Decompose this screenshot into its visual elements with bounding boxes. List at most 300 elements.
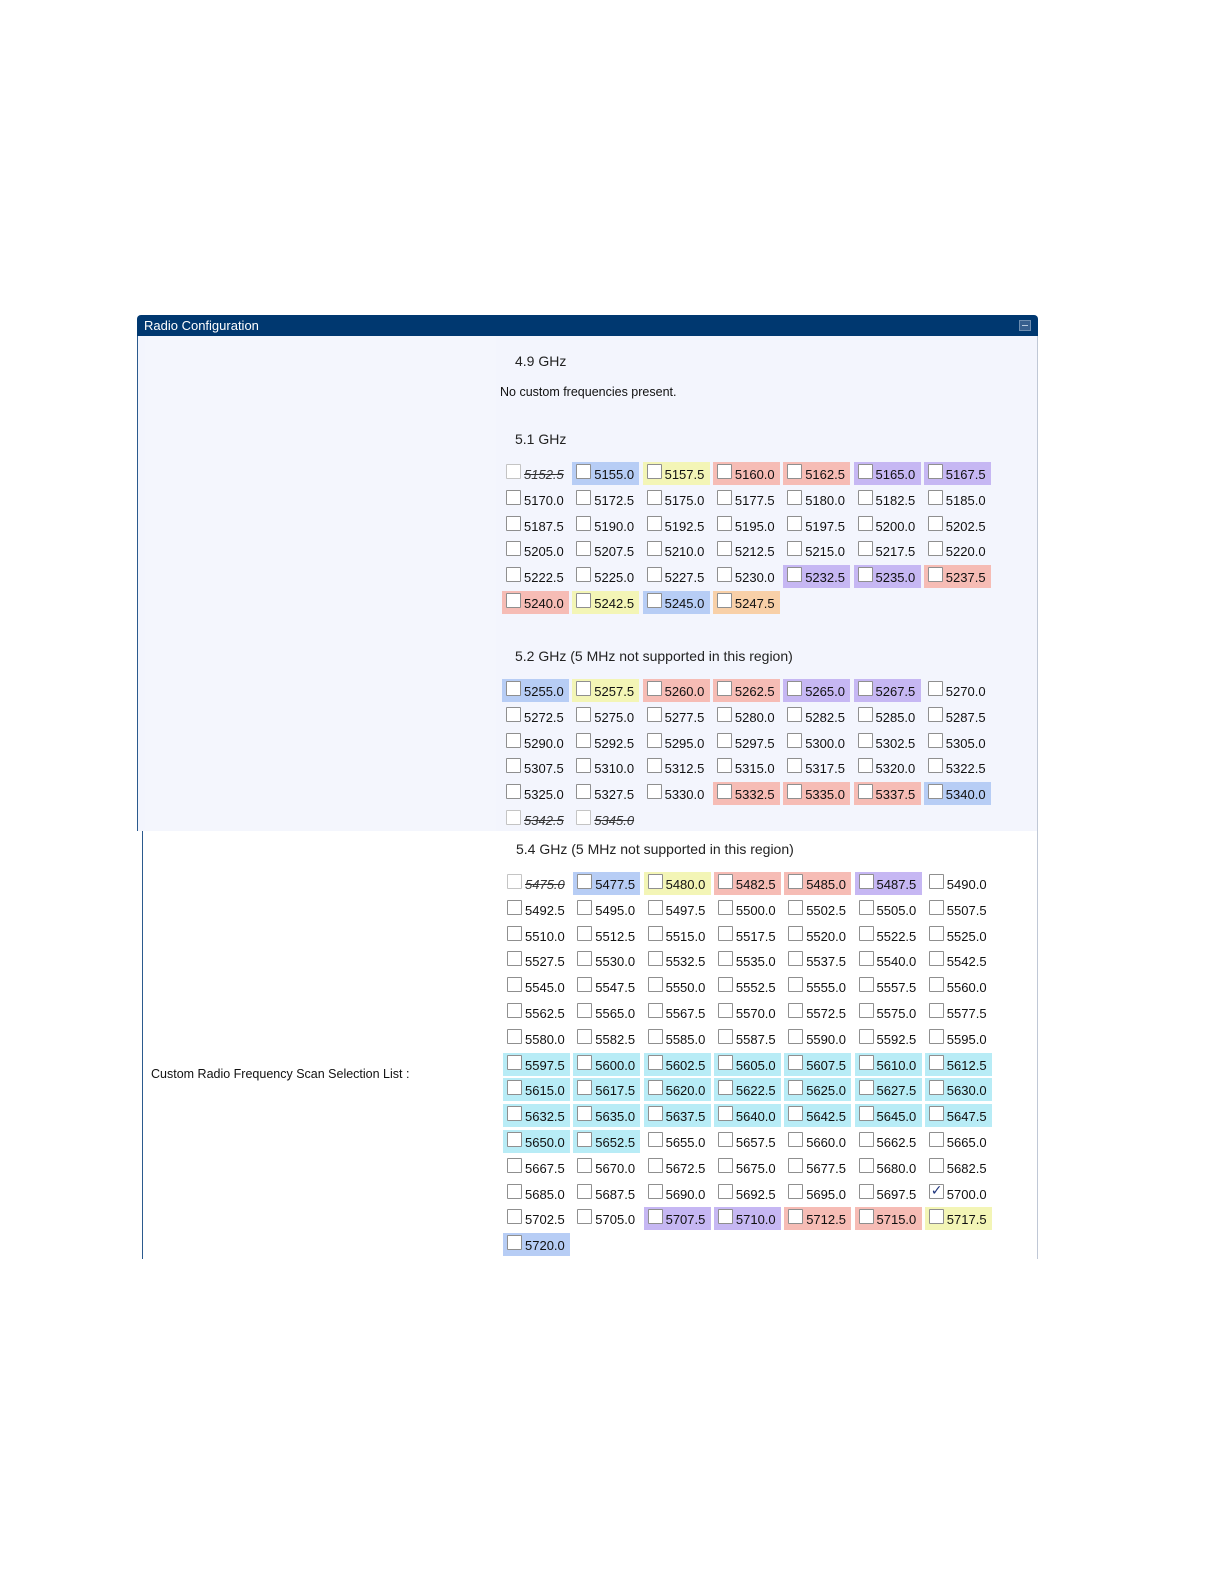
frequency-checkbox[interactable] [859,1132,874,1147]
frequency-option[interactable] [502,782,569,805]
frequency-checkbox[interactable] [647,784,662,799]
frequency-checkbox[interactable] [787,758,802,773]
frequency-checkbox[interactable] [506,464,521,479]
frequency-checkbox[interactable] [648,1184,663,1199]
frequency-checkbox[interactable] [718,1106,733,1121]
frequency-checkbox[interactable] [787,784,802,799]
frequency-option[interactable] [644,898,711,921]
frequency-checkbox[interactable] [576,784,591,799]
frequency-checkbox[interactable] [717,707,732,722]
frequency-option[interactable] [573,1130,640,1153]
frequency-option[interactable] [713,591,780,614]
frequency-checkbox[interactable] [718,1080,733,1095]
frequency-checkbox[interactable] [577,1209,592,1224]
frequency-option[interactable] [643,679,710,702]
frequency-checkbox[interactable] [858,681,873,696]
frequency-checkbox[interactable] [577,951,592,966]
frequency-checkbox[interactable] [788,1003,803,1018]
frequency-option[interactable] [643,539,710,562]
frequency-checkbox[interactable] [788,1184,803,1199]
frequency-checkbox[interactable] [858,516,873,531]
frequency-checkbox[interactable] [648,1132,663,1147]
frequency-checkbox[interactable] [507,1235,522,1250]
frequency-option[interactable] [783,462,850,485]
frequency-checkbox[interactable] [787,733,802,748]
frequency-checkbox[interactable] [787,464,802,479]
frequency-option[interactable] [573,975,640,998]
frequency-checkbox[interactable] [858,490,873,505]
frequency-option[interactable] [784,1078,851,1101]
frequency-checkbox[interactable] [576,593,591,608]
frequency-option[interactable] [644,975,711,998]
frequency-option[interactable] [502,679,569,702]
frequency-option[interactable] [643,782,710,805]
frequency-option[interactable] [855,872,922,895]
frequency-checkbox[interactable] [577,1184,592,1199]
frequency-option[interactable] [573,1078,640,1101]
frequency-option[interactable] [713,565,780,588]
frequency-option[interactable] [714,975,781,998]
frequency-option[interactable] [925,975,992,998]
frequency-checkbox[interactable] [506,490,521,505]
frequency-checkbox[interactable] [718,1029,733,1044]
frequency-option[interactable] [643,514,710,537]
frequency-option[interactable] [572,679,639,702]
frequency-option[interactable] [714,1130,781,1153]
frequency-checkbox[interactable] [506,681,521,696]
frequency-checkbox[interactable] [858,464,873,479]
frequency-checkbox[interactable] [717,784,732,799]
frequency-option[interactable] [714,1053,781,1076]
frequency-option[interactable] [502,808,569,831]
frequency-option[interactable] [784,1130,851,1153]
frequency-option[interactable] [713,514,780,537]
frequency-checkbox[interactable] [648,977,663,992]
frequency-checkbox[interactable] [717,681,732,696]
frequency-checkbox[interactable] [859,1003,874,1018]
frequency-checkbox[interactable] [929,874,944,889]
frequency-checkbox[interactable] [507,1106,522,1121]
frequency-option[interactable] [644,872,711,895]
frequency-checkbox[interactable] [576,707,591,722]
frequency-option[interactable] [854,565,921,588]
frequency-option[interactable] [643,591,710,614]
frequency-checkbox[interactable] [928,516,943,531]
frequency-option[interactable] [784,1027,851,1050]
frequency-option[interactable] [502,705,569,728]
frequency-checkbox[interactable] [648,900,663,915]
frequency-option[interactable] [572,705,639,728]
frequency-checkbox[interactable] [928,733,943,748]
frequency-checkbox[interactable] [859,900,874,915]
frequency-checkbox[interactable] [577,1106,592,1121]
frequency-checkbox[interactable] [507,1080,522,1095]
frequency-option[interactable] [573,1104,640,1127]
frequency-checkbox[interactable] [788,977,803,992]
frequency-option[interactable] [925,1130,992,1153]
frequency-checkbox[interactable] [718,977,733,992]
frequency-option[interactable] [643,731,710,754]
frequency-option[interactable] [503,1053,570,1076]
frequency-option[interactable] [714,872,781,895]
frequency-option[interactable] [855,949,922,972]
frequency-checkbox[interactable] [929,977,944,992]
frequency-option[interactable] [502,488,569,511]
frequency-checkbox[interactable] [859,874,874,889]
frequency-checkbox[interactable] [507,1158,522,1173]
frequency-option[interactable] [783,565,850,588]
frequency-option[interactable] [713,731,780,754]
frequency-checkbox[interactable] [718,900,733,915]
frequency-option[interactable] [643,756,710,779]
frequency-option[interactable] [573,1053,640,1076]
frequency-option[interactable] [714,1078,781,1101]
frequency-checkbox[interactable] [929,1184,944,1199]
frequency-checkbox[interactable] [859,951,874,966]
frequency-option[interactable] [503,1156,570,1179]
frequency-checkbox[interactable] [929,900,944,915]
frequency-option[interactable] [924,462,991,485]
frequency-checkbox[interactable] [577,1029,592,1044]
frequency-checkbox[interactable] [647,541,662,556]
frequency-option[interactable] [502,591,569,614]
frequency-option[interactable] [784,872,851,895]
frequency-checkbox[interactable] [788,926,803,941]
frequency-checkbox[interactable] [929,1132,944,1147]
frequency-option[interactable] [644,1130,711,1153]
frequency-checkbox[interactable] [647,707,662,722]
frequency-checkbox[interactable] [576,810,591,825]
frequency-option[interactable] [783,488,850,511]
frequency-checkbox[interactable] [788,1080,803,1095]
frequency-checkbox[interactable] [507,951,522,966]
frequency-checkbox[interactable] [788,1029,803,1044]
frequency-checkbox[interactable] [718,1158,733,1173]
frequency-checkbox[interactable] [576,516,591,531]
frequency-option[interactable] [714,1001,781,1024]
frequency-checkbox[interactable] [859,1080,874,1095]
frequency-option[interactable] [572,488,639,511]
frequency-checkbox[interactable] [576,758,591,773]
frequency-checkbox[interactable] [859,926,874,941]
frequency-option[interactable] [644,1053,711,1076]
frequency-option[interactable] [925,949,992,972]
frequency-option[interactable] [572,731,639,754]
frequency-option[interactable] [572,565,639,588]
frequency-checkbox[interactable] [718,874,733,889]
frequency-checkbox[interactable] [507,977,522,992]
frequency-option[interactable] [784,1182,851,1205]
frequency-option[interactable] [925,1027,992,1050]
frequency-checkbox[interactable] [929,951,944,966]
frequency-checkbox[interactable] [858,541,873,556]
frequency-option[interactable] [503,975,570,998]
frequency-option[interactable] [644,1078,711,1101]
frequency-option[interactable] [573,1182,640,1205]
frequency-checkbox[interactable] [787,681,802,696]
frequency-checkbox[interactable] [506,810,521,825]
frequency-option[interactable] [714,924,781,947]
frequency-checkbox[interactable] [718,951,733,966]
frequency-checkbox[interactable] [717,464,732,479]
frequency-option[interactable] [713,462,780,485]
frequency-option[interactable] [502,514,569,537]
frequency-checkbox[interactable] [577,1132,592,1147]
frequency-checkbox[interactable] [507,900,522,915]
frequency-checkbox[interactable] [647,490,662,505]
frequency-option[interactable] [572,462,639,485]
frequency-checkbox[interactable] [717,490,732,505]
frequency-checkbox[interactable] [787,516,802,531]
frequency-option[interactable] [573,949,640,972]
frequency-checkbox[interactable] [577,926,592,941]
frequency-checkbox[interactable] [577,1055,592,1070]
frequency-option[interactable] [713,539,780,562]
frequency-checkbox[interactable] [928,758,943,773]
frequency-option[interactable] [713,488,780,511]
frequency-option[interactable] [854,679,921,702]
frequency-checkbox[interactable] [787,707,802,722]
frequency-checkbox[interactable] [718,1003,733,1018]
frequency-checkbox[interactable] [717,541,732,556]
frequency-checkbox[interactable] [787,490,802,505]
frequency-option[interactable] [643,462,710,485]
frequency-option[interactable] [783,539,850,562]
frequency-checkbox[interactable] [577,900,592,915]
frequency-checkbox[interactable] [507,1003,522,1018]
frequency-option[interactable] [855,1182,922,1205]
frequency-checkbox[interactable] [648,1158,663,1173]
frequency-checkbox[interactable] [929,1158,944,1173]
frequency-option[interactable] [502,731,569,754]
frequency-checkbox[interactable] [507,1132,522,1147]
frequency-option[interactable] [855,1001,922,1024]
frequency-option[interactable] [502,565,569,588]
frequency-option[interactable] [573,1207,640,1230]
frequency-checkbox[interactable] [647,567,662,582]
frequency-checkbox[interactable] [929,1106,944,1121]
frequency-option[interactable] [855,1078,922,1101]
frequency-checkbox[interactable] [577,977,592,992]
frequency-checkbox[interactable] [929,1003,944,1018]
frequency-checkbox[interactable] [576,733,591,748]
frequency-option[interactable] [783,514,850,537]
frequency-checkbox[interactable] [506,733,521,748]
frequency-option[interactable] [924,731,991,754]
frequency-checkbox[interactable] [718,1184,733,1199]
frequency-checkbox[interactable] [787,541,802,556]
frequency-checkbox[interactable] [717,516,732,531]
frequency-checkbox[interactable] [506,707,521,722]
frequency-checkbox[interactable] [648,1055,663,1070]
frequency-option[interactable] [784,1053,851,1076]
frequency-checkbox[interactable] [648,926,663,941]
frequency-checkbox[interactable] [788,951,803,966]
frequency-checkbox[interactable] [859,1184,874,1199]
frequency-checkbox[interactable] [717,733,732,748]
frequency-option[interactable] [503,898,570,921]
frequency-option[interactable] [855,1130,922,1153]
frequency-option[interactable] [924,756,991,779]
frequency-checkbox[interactable] [647,681,662,696]
frequency-checkbox[interactable] [507,926,522,941]
frequency-checkbox[interactable] [717,567,732,582]
frequency-option[interactable] [572,591,639,614]
frequency-checkbox[interactable] [507,1209,522,1224]
frequency-checkbox[interactable] [788,1106,803,1121]
frequency-option[interactable] [925,898,992,921]
frequency-option[interactable] [783,679,850,702]
frequency-option[interactable] [855,1053,922,1076]
frequency-option[interactable] [925,1156,992,1179]
frequency-checkbox[interactable] [718,1055,733,1070]
frequency-option[interactable] [644,1027,711,1050]
frequency-option[interactable] [503,1027,570,1050]
frequency-option[interactable] [925,1001,992,1024]
frequency-checkbox[interactable] [648,1029,663,1044]
frequency-option[interactable] [503,1207,570,1230]
frequency-option[interactable] [924,705,991,728]
frequency-option[interactable] [924,514,991,537]
frequency-checkbox[interactable] [929,926,944,941]
frequency-option[interactable] [644,1001,711,1024]
frequency-option[interactable] [784,1156,851,1179]
frequency-option[interactable] [643,488,710,511]
frequency-option[interactable] [644,1207,711,1230]
frequency-option[interactable] [573,898,640,921]
frequency-option[interactable] [644,1182,711,1205]
frequency-checkbox[interactable] [648,1106,663,1121]
frequency-option[interactable] [714,1027,781,1050]
frequency-checkbox[interactable] [648,1003,663,1018]
frequency-checkbox[interactable] [928,681,943,696]
frequency-checkbox[interactable] [647,464,662,479]
frequency-checkbox[interactable] [788,874,803,889]
frequency-checkbox[interactable] [858,733,873,748]
frequency-option[interactable] [855,975,922,998]
frequency-option[interactable] [502,539,569,562]
frequency-checkbox[interactable] [576,490,591,505]
frequency-checkbox[interactable] [929,1055,944,1070]
frequency-checkbox[interactable] [717,593,732,608]
frequency-option[interactable] [503,1182,570,1205]
frequency-option[interactable] [854,705,921,728]
frequency-checkbox[interactable] [506,593,521,608]
frequency-checkbox[interactable] [788,1132,803,1147]
frequency-option[interactable] [925,1182,992,1205]
frequency-checkbox[interactable] [576,567,591,582]
frequency-checkbox[interactable] [928,541,943,556]
frequency-checkbox[interactable] [858,784,873,799]
frequency-checkbox[interactable] [647,733,662,748]
frequency-option[interactable] [714,898,781,921]
frequency-checkbox[interactable] [648,874,663,889]
frequency-option[interactable] [855,1104,922,1127]
frequency-option[interactable] [502,756,569,779]
frequency-option[interactable] [925,1104,992,1127]
frequency-option[interactable] [925,1078,992,1101]
frequency-checkbox[interactable] [647,758,662,773]
frequency-option[interactable] [714,949,781,972]
frequency-option[interactable] [644,1104,711,1127]
frequency-option[interactable] [924,565,991,588]
frequency-option[interactable] [924,679,991,702]
frequency-checkbox[interactable] [647,593,662,608]
frequency-option[interactable] [713,679,780,702]
frequency-checkbox[interactable] [859,1209,874,1224]
frequency-checkbox[interactable] [859,977,874,992]
frequency-option[interactable] [503,1233,570,1256]
frequency-checkbox[interactable] [577,1080,592,1095]
frequency-checkbox[interactable] [859,1158,874,1173]
frequency-option[interactable] [502,462,569,485]
frequency-option[interactable] [854,539,921,562]
frequency-option[interactable] [714,1182,781,1205]
frequency-option[interactable] [503,924,570,947]
frequency-option[interactable] [713,705,780,728]
frequency-option[interactable] [784,1207,851,1230]
frequency-option[interactable] [855,898,922,921]
frequency-checkbox[interactable] [787,567,802,582]
frequency-checkbox[interactable] [718,1132,733,1147]
frequency-checkbox[interactable] [577,1158,592,1173]
frequency-checkbox[interactable] [507,1029,522,1044]
frequency-option[interactable] [572,539,639,562]
frequency-checkbox[interactable] [858,707,873,722]
frequency-option[interactable] [573,872,640,895]
frequency-option[interactable] [783,731,850,754]
frequency-option[interactable] [573,1001,640,1024]
frequency-option[interactable] [783,756,850,779]
frequency-checkbox[interactable] [788,1055,803,1070]
frequency-option[interactable] [924,488,991,511]
frequency-option[interactable] [925,872,992,895]
frequency-option[interactable] [855,1027,922,1050]
frequency-option[interactable] [503,949,570,972]
frequency-checkbox[interactable] [717,758,732,773]
frequency-option[interactable] [572,514,639,537]
frequency-checkbox[interactable] [506,516,521,531]
frequency-checkbox[interactable] [507,874,522,889]
collapse-icon[interactable] [1019,320,1031,331]
frequency-checkbox[interactable] [858,758,873,773]
frequency-checkbox[interactable] [928,567,943,582]
frequency-option[interactable] [854,488,921,511]
frequency-option[interactable] [503,872,570,895]
frequency-option[interactable] [924,539,991,562]
frequency-option[interactable] [573,1027,640,1050]
frequency-option[interactable] [855,1156,922,1179]
frequency-option[interactable] [643,705,710,728]
frequency-option[interactable] [714,1207,781,1230]
frequency-checkbox[interactable] [576,464,591,479]
frequency-checkbox[interactable] [929,1209,944,1224]
frequency-option[interactable] [855,924,922,947]
frequency-option[interactable] [854,514,921,537]
frequency-checkbox[interactable] [928,464,943,479]
frequency-checkbox[interactable] [507,1184,522,1199]
frequency-checkbox[interactable] [859,1106,874,1121]
frequency-option[interactable] [572,756,639,779]
frequency-option[interactable] [644,949,711,972]
frequency-option[interactable] [644,924,711,947]
frequency-option[interactable] [783,782,850,805]
frequency-option[interactable] [854,731,921,754]
frequency-option[interactable] [784,924,851,947]
frequency-checkbox[interactable] [648,1209,663,1224]
frequency-option[interactable] [503,1104,570,1127]
frequency-option[interactable] [713,756,780,779]
